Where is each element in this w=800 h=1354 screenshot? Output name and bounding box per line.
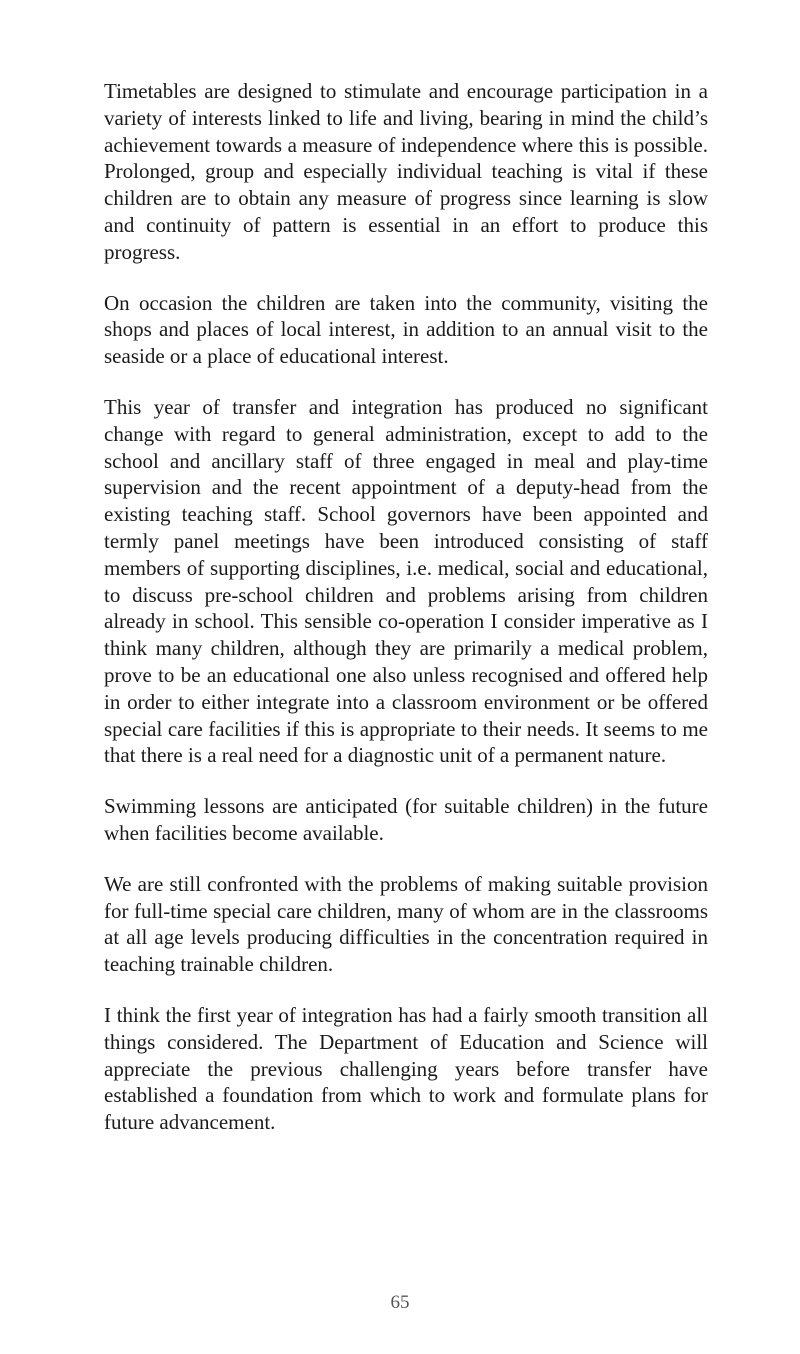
paragraph-special-care-provision: We are still confronted with the problems of making suitable provision for full-time special care children, many of whom are in the classrooms at all age levels producing difficulties in the concentration required in teaching trainable children. — [104, 871, 708, 977]
paragraph-transfer-integration: This year of transfer and integration has produced no significant change with regard to general administration, except to add to the school and ancillary staff of three engaged in meal and play-time supervision and the recent appointment of a deputy-head from the existing teaching staff. School governors have been appointed and termly panel meetings have been introduced consisting of staff members of supporting disciplines, i.e. medical, social and educational, to discuss pre-school children and problems arising from children already in school. This sensible co-operation I consider imperative as I think many children, although they are primarily a medical problem, prove to be an educational one also unless recognised and offered help in order to either integrate into a classroom environment or be offered special care facilities if this is appropriate to their needs. It seems to me that there is a real need for a diagnostic unit of a permanent nature. — [104, 394, 708, 768]
document-page — [104, 78, 708, 1160]
paragraph-timetables: Timetables are designed to stimulate and encourage participation in a variety of interests linked to life and living, bearing in mind the child’s achievement towards a measure of independence where this is possible. Prolonged, group and especially individual teaching is vital if these children are to obtain any measure of progress since learning is slow and continuity of pattern is essential in an effort to produce this progress. — [104, 79, 708, 264]
paragraph-first-year-summary: I think the first year of integration has had a fairly smooth transition all things considered. The Department of Education and Science will appreciate the previous challenging years before transfer have established a foundation from which to work and formulate plans for future advancement. — [104, 1002, 708, 1135]
paragraph-community-visits: On occasion the children are taken into the community, visiting the shops and places of local interest, in addition to an annual visit to the seaside or a place of educational interest. — [104, 290, 708, 369]
paragraph-swimming-lessons: Swimming lessons are anticipated (for suitable children) in the future when facilities become available. — [104, 794, 708, 845]
page-number: 65 — [390, 1292, 410, 1313]
